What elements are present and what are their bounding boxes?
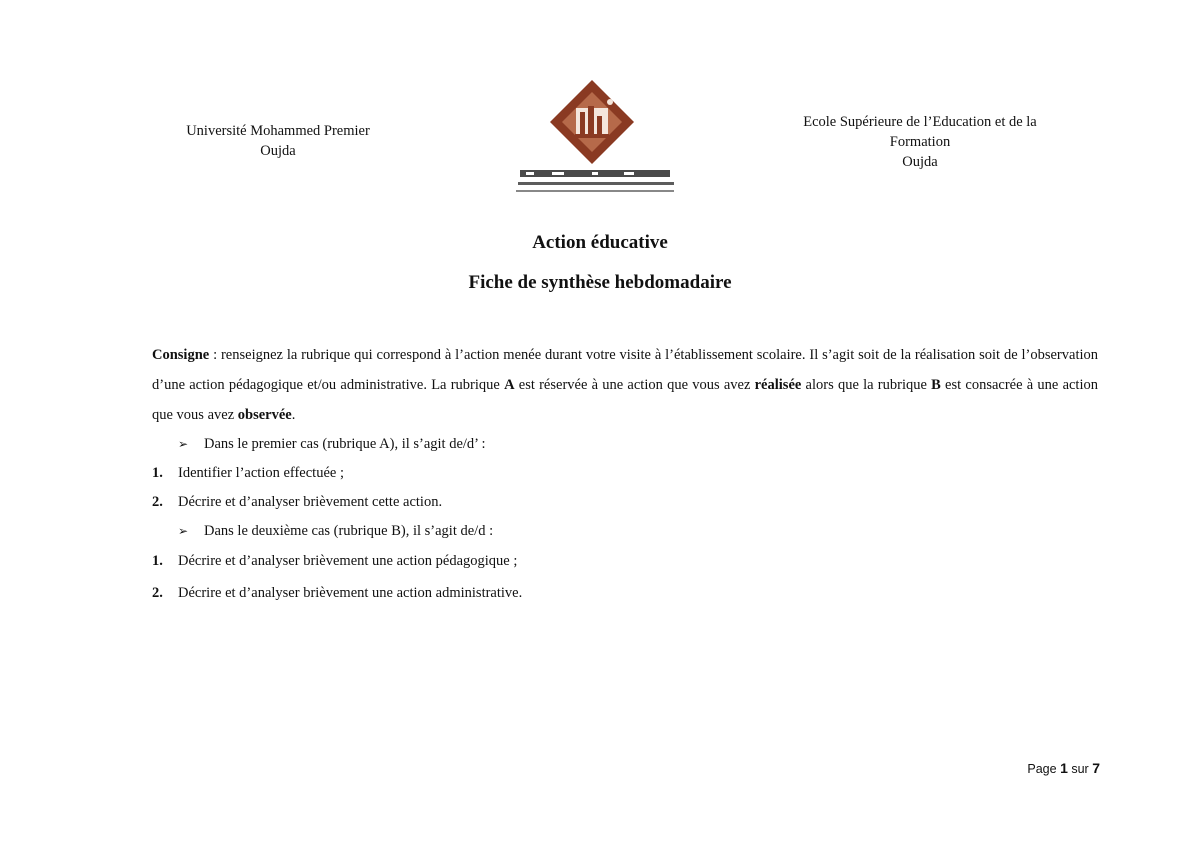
list-item-text: Décrire et d’analyser brièvement une action administrative. [178, 585, 523, 601]
list-item-number: 2. [152, 494, 163, 510]
instructions-text-1: : renseignez la rubrique qui correspond à l’action menée durant votre visite à l’établissement scolaire. Il s’agit soit de la réalisation soit de l’observation d’une action pédagogique et/ou administrative. La rubrique [152, 347, 1098, 393]
list-item [152, 463, 344, 483]
document-title: Action éducative [532, 232, 668, 253]
list-item-number: 2. [152, 585, 163, 601]
case1-intro-text: Dans le premier cas (rubrique A), il s’agit de/d’ : [204, 436, 486, 452]
current-page: 1 [1060, 760, 1068, 776]
school-name-block [760, 112, 1080, 172]
case2-intro-text: Dans le deuxième cas (rubrique B), il s’agit de/d : [204, 523, 494, 539]
instructions-text-2: est réservée à une action que vous avez [514, 377, 755, 393]
rubric-a-label: A [504, 377, 515, 393]
document-subtitle: Fiche de synthèse hebdomadaire [468, 272, 732, 293]
observee-word: observée [237, 407, 292, 423]
rubric-b-label: B [931, 377, 941, 393]
school-name-line1: Ecole Supérieure de l’Education et de la [803, 114, 1037, 130]
logo-emblem-icon [512, 78, 682, 202]
total-pages: 7 [1092, 760, 1100, 776]
list-item-number: 1. [152, 465, 163, 481]
arrowhead-bullet-icon: ➢ [178, 437, 189, 451]
school-logo [512, 78, 682, 202]
university-city: Oujda [260, 143, 296, 159]
realisee-word: réalisée [754, 377, 802, 393]
of-word: sur [1071, 762, 1089, 776]
list-item-text: Identifier l’action effectuée ; [178, 465, 344, 481]
list-item [152, 583, 522, 603]
page-word: Page [1027, 762, 1057, 776]
list-item-text: Décrire et d’analyser brièvement cette action. [178, 494, 443, 510]
school-city: Oujda [902, 154, 938, 170]
arrowhead-bullet-icon: ➢ [178, 524, 189, 538]
university-name: Université Mohammed Premier [186, 123, 370, 139]
list-item [152, 551, 517, 571]
list-item-text: Décrire et d’analyser brièvement une action pédagogique ; [178, 553, 518, 569]
case1-intro [178, 434, 486, 454]
page-number [1027, 760, 1100, 776]
instructions-text-3: alors que la rubrique [801, 377, 932, 393]
instructions-label: Consigne [152, 347, 210, 363]
list-item [152, 492, 442, 512]
university-name-block [150, 121, 406, 161]
instructions-text-5: . [291, 407, 296, 423]
case2-intro [178, 521, 493, 541]
list-item-number: 1. [152, 553, 163, 569]
school-name-line2: Formation [889, 134, 951, 150]
instructions-paragraph [152, 340, 1098, 430]
instructions-text-4: est consacrée à une action que vous avez [152, 377, 1098, 423]
